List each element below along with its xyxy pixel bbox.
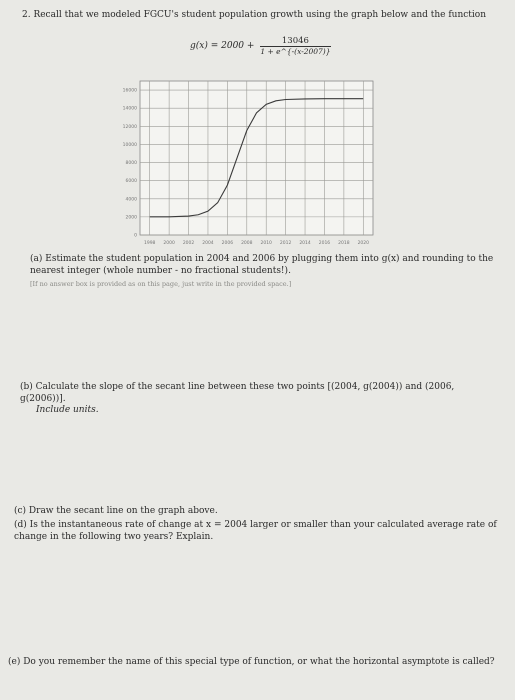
y-tick-label: 6000: [125, 179, 137, 185]
part-c: (c) Draw the secant line on the graph above.: [14, 506, 218, 516]
x-tick-label: 2020: [357, 241, 370, 246]
y-tick-label: 8000: [125, 161, 137, 167]
y-tick-label: 4000: [125, 197, 137, 203]
plot-area: [140, 81, 373, 235]
x-tick-label: 2012: [279, 241, 292, 246]
x-tick-label: 2000: [163, 241, 175, 246]
question-title: 2. Recall that we modeled FGCU's student population growth using the graph below and the function: [22, 10, 487, 20]
logistic-chart: [118, 75, 378, 253]
y-tick-label: 12000: [122, 124, 137, 130]
part-b-subtext: Include units.: [36, 405, 99, 415]
x-tick-label: 2006: [221, 241, 234, 246]
y-tick-label: 14000: [122, 106, 137, 112]
x-tick-label: 2010: [260, 241, 272, 246]
x-tick-label: 2002: [182, 241, 195, 246]
formula-lhs: g(x) = 2000 +: [190, 41, 255, 51]
part-a: [30, 254, 500, 291]
part-d: (d) Is the instantaneous rate of change at x = 2004 larger or smaller than your calculated average rate of change in the following two years? Explain.: [14, 520, 497, 542]
formula-fraction: [260, 36, 330, 56]
y-tick-label: 10000: [122, 142, 137, 148]
population-graph: [118, 75, 378, 253]
y-tick-label: 16000: [122, 88, 137, 94]
formula-denominator: 1 + e^{-(x-2007)}: [260, 47, 331, 56]
x-tick-label: 2014: [299, 241, 311, 246]
x-tick-label: 2018: [338, 241, 350, 246]
part-b-text: (b) Calculate the slope of the secant line between these two points [(2004, g(2004)) and (2006, g(2006))].: [20, 382, 455, 404]
part-b: [20, 382, 500, 417]
x-tick-label: 2016: [318, 241, 331, 246]
x-tick-label: 2004: [202, 241, 214, 246]
part-a-text: (a) Estimate the student population in 2004 and 2006 by plugging them into g(x) and rounding to the nearest integer (whole number - no fractional students!).: [30, 254, 494, 276]
y-tick-label: 2000: [125, 215, 137, 221]
formula-numerator: 13046: [260, 36, 330, 47]
part-e: (e) Do you remember the name of this special type of function, or what the horizontal asymptote is called?: [8, 657, 495, 667]
y-tick-label: 0: [134, 233, 137, 239]
x-tick-label: 1998: [143, 241, 156, 246]
x-tick-label: 2008: [241, 241, 253, 246]
function-formula: [190, 36, 331, 56]
part-a-note: [If no answer box is provided as on this page, just write in the provided space.]: [30, 280, 292, 288]
